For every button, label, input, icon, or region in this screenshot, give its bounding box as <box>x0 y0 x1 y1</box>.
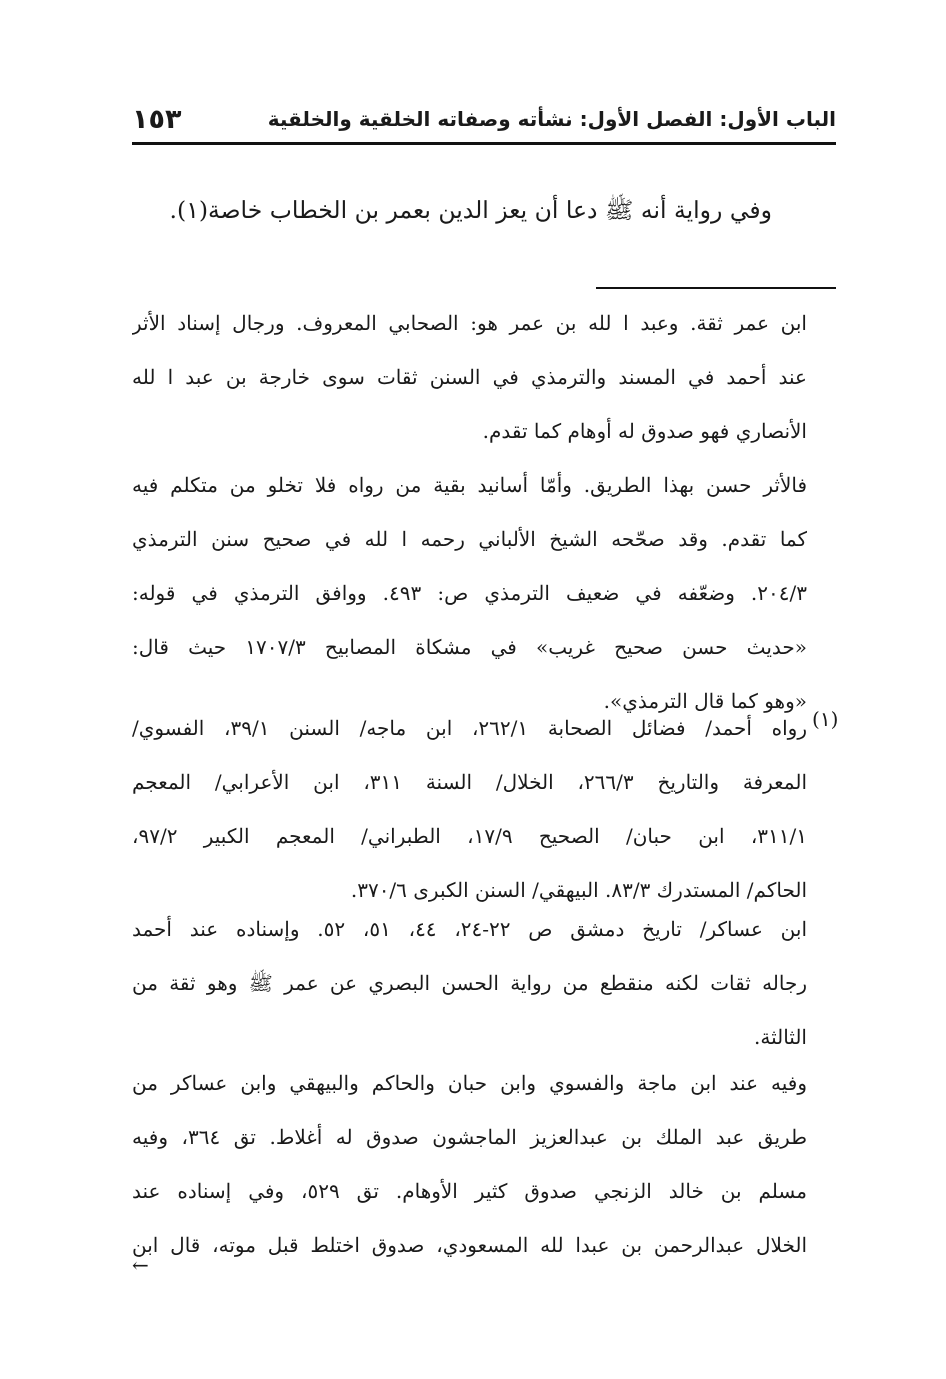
footnote-line: ابن عمر ثقة. وعبد ا لله بن عمر هو: الصحابي المعروف. ورجال إسناد الأثر <box>132 311 807 335</box>
header-rule <box>132 142 836 145</box>
footnote-line: وفيه عند ابن ماجة والفسوي وابن حبان والحاكم والبيهقي وابن عساكر من <box>132 1071 807 1095</box>
footnote-line: الأنصاري فهو صدوق له أوهام كما تقدم. <box>482 419 807 443</box>
footnote-1-paragraph-3 <box>132 1056 807 1272</box>
footnote-line: الحاكم/ المستدرك ٨٣/٣. البيهقي/ السنن الكبرى ٣٧٠/٦. <box>350 878 807 902</box>
footnote-1 <box>132 701 807 917</box>
footnote-line: ٣١١/١، ابن حبان/ الصحيح ١٧/٩، الطبراني/ المعجم الكبير ٩٧/٢، <box>132 824 807 848</box>
footnote-line: طريق عبد الملك بن عبدالعزيز الماجشون صدوق له أغلاط. تق ٣٦٤، وفيه <box>132 1125 807 1149</box>
footnote-line: رواه أحمد/ فضائل الصحابة ٢٦٢/١، ابن ماجه/ السنن ٣٩/١، الفسوي/ <box>132 716 807 740</box>
footnote-line: ابن عساكر/ تاريخ دمشق ص ٢٢-٢٤، ٤٤، ٥١، ٥٢. وإسناده عند أحمد <box>132 917 807 941</box>
footnote-separator <box>596 287 836 289</box>
page-number: ١٥٣ <box>132 103 182 135</box>
footnote-line: الخلال عبدالرحمن بن عبدا لله المسعودي، صدوق اختلط قبل موته، قال ابن <box>132 1233 807 1257</box>
footnote-line: الثالثة. <box>754 1025 807 1049</box>
footnote-marker: (١) <box>812 707 839 731</box>
footnote-line: «حديث حسن صحيح غريب» في مشكاة المصابيح ١٧٠٧/٣ حيث قال: <box>132 635 807 659</box>
footnote-line: كما تقدم. وقد صحّحه الشيخ الألباني رحمه ا لله في صحيح سنن الترمذي <box>132 527 807 551</box>
footnote-line: المعرفة والتاريخ ٢٦٦/٣، الخلال/ السنة ٣١١، ابن الأعرابي/ المعجم <box>132 770 807 794</box>
main-text: وفي رواية أنه ﷺ دعا أن يعز الدين بعمر بن الخطاب خاصة(١). <box>169 196 772 224</box>
footnote-line: مسلم بن خالد الزنجي صدوق كثير الأوهام. تق ٥٢٩، وفي إسناده عند <box>132 1179 807 1203</box>
footnote-continuation <box>132 296 807 458</box>
footnote-1-paragraph-2 <box>132 902 807 1064</box>
footnote-line: «وهو كما قال الترمذي». <box>603 689 807 713</box>
running-head <box>132 100 836 138</box>
chapter-title: الباب الأول: الفصل الأول: نشأته وصفاته الخلقية والخلقية <box>267 107 836 131</box>
footnote-line: فالأثر حسن بهذا الطريق. وأمّا أسانيد بقية من رواه فلا تخلو من متكلم فيه <box>132 473 807 497</box>
footnote-paragraph <box>132 458 807 728</box>
footnote-line: عند أحمد في المسند والترمذي في السنن ثقات سوى خارجة بن عبد ا لله <box>132 365 807 389</box>
footnote-line: ٢٠٤/٣. وضعّفه في ضعيف الترمذي ص: ٤٩٣. ووافق الترمذي في قوله: <box>132 581 807 605</box>
continue-arrow-icon: ← <box>132 1253 149 1277</box>
footnote-line: رجاله ثقات لكنه منقطع من رواية الحسن البصري عن عمر ﷺ وهو ثقة من <box>132 971 807 995</box>
